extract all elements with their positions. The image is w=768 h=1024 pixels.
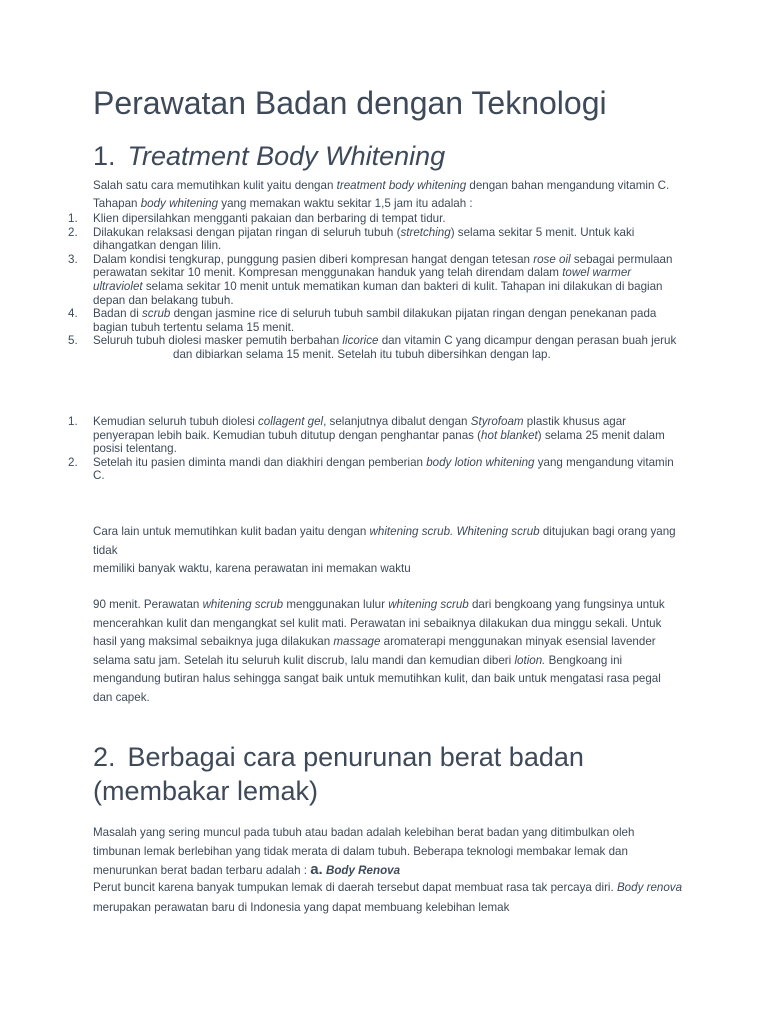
- text-run-italic: Styrofoam: [470, 415, 524, 428]
- text-run-italic: treatment body whitening: [336, 179, 467, 192]
- text-run-italic: massage: [333, 635, 381, 648]
- section-2-title: Berbagai cara penurunan berat badan (membakar lemak): [93, 742, 584, 807]
- text-run: Klien dipersilahkan mengganti pakaian dan berbaring di tempat tidur.: [93, 212, 446, 225]
- text-run-italic: scrub: [142, 307, 171, 321]
- text-run: dan vitamin C yang dicampur dengan perasan buah jeruk: [378, 334, 677, 348]
- section-1-intro: [93, 177, 683, 213]
- text-run-italic: lotion.: [514, 653, 546, 667]
- text-run: aromaterapi menggunakan minyak esensial lavender selama satu jam. Setelah itu seluruh kulit discrub, lalu mandi dan kemudian diberi: [93, 635, 656, 667]
- text-run: Perut buncit karena banyak tumpukan lemak di daerah tersebut dapat membuat rasa tak percaya diri.: [93, 881, 617, 894]
- paragraph-bengkoang: [93, 596, 683, 707]
- text-run: dengan jasmine rice di seluruh tubuh sambil dilakukan pijatan ringan dengan penekanan pada bagian tubuh tertentu selama 15 menit.: [93, 307, 657, 334]
- paragraph-whitening-scrub: [93, 523, 683, 579]
- section-1-title: Treatment Body Whitening: [127, 141, 446, 171]
- paragraph-berat-badan: [93, 824, 683, 881]
- text-run: plastik khusus agar penyerapan lebih baik. Kemudian tubuh ditutup dengan penghantar panas (: [93, 415, 627, 442]
- list-item: [0, 253, 700, 307]
- text-run: Cara lain untuk memutihkan kulit badan yaitu dengan: [93, 525, 370, 538]
- list-number: 2.: [68, 455, 78, 469]
- list-number: 1.: [68, 212, 78, 225]
- text-run: ditujukan bagi orang yang tidak: [93, 525, 676, 557]
- steps-list-1: [0, 212, 700, 362]
- text-run: Badan di: [93, 307, 142, 321]
- text-run: ) selama 25 menit dalam posisi telentang.: [93, 428, 665, 456]
- text-run: merupakan perawatan baru di Indonesia yang dapat membuang kelebihan lemak: [93, 901, 510, 914]
- text-run: yang memakan waktu sekitar 1,5 jam itu adalah :: [218, 197, 473, 210]
- text-run: Salah satu cara memutihkan kulit yaitu dengan: [93, 179, 337, 192]
- text-run-italic: body lotion whitening: [426, 455, 535, 469]
- subheading-letter: a.: [310, 861, 323, 878]
- text-run-italic: stretching: [400, 225, 451, 239]
- text-run: 90 menit. Perawatan: [93, 598, 203, 611]
- text-run-italic: rose oil: [533, 252, 571, 266]
- text-run: sebagai permulaan perawatan sekitar 10 menit. Kompresan menggunakan handuk yang telah direndam dalam: [93, 252, 673, 280]
- text-run: Dalam kondisi tengkurap, punggung pasien diberi kompresan hangat dengan tetesan: [93, 252, 534, 266]
- text-run: menggunakan lulur: [283, 598, 389, 611]
- text-run-italic: collagent gel: [258, 415, 324, 428]
- text-run-italic: body whitening: [140, 197, 219, 210]
- text-run-italic: licorice: [342, 334, 379, 348]
- list-item: [0, 456, 700, 483]
- text-run: Dilakukan relaksasi dengan pijatan ringan di seluruh tubuh (: [93, 225, 401, 239]
- text-run-italic: hot blanket: [481, 428, 538, 442]
- list-item: [0, 415, 700, 456]
- list-number: 3.: [68, 252, 78, 266]
- text-run-italic: towel warmer ultraviolet: [93, 266, 632, 293]
- list-item: [0, 212, 700, 226]
- list-number: 4.: [68, 307, 78, 321]
- page-title: Perawatan Badan dengan Teknologi: [93, 85, 607, 121]
- list-item: [0, 226, 700, 253]
- text-run-italic: whitening scrub: [388, 598, 469, 611]
- text-run: dengan bahan mengandung vitamin C. Tahapan: [93, 179, 670, 210]
- text-run: Kemudian seluruh tubuh diolesi: [93, 415, 258, 428]
- list-item: [0, 307, 700, 334]
- text-run: , selanjutnya dibalut dengan: [323, 415, 471, 428]
- text-run: Bengkoang ini mengandung butiran halus sehingga sangat baik untuk memutihkan kulit, dan baik untuk mengatasi rasa pegal dan capek.: [93, 653, 661, 704]
- text-run: yang mengandung vitamin C.: [93, 455, 674, 483]
- text-run: Masalah yang sering muncul pada tubuh atau badan adalah kelebihan berat badan yang ditimbulkan oleh timbunan lemak berlebihan yang tidak merata di dalam tubuh. Beberapa teknologi membakar lemak dan menurunkan berat badan terbaru adalah :: [93, 826, 635, 877]
- paragraph-body-renova: [93, 878, 683, 918]
- steps-list-2: [0, 415, 700, 483]
- text-run-italic: whitening scrub. Whitening scrub: [369, 525, 540, 538]
- text-run: ) selama sekitar 5 menit. Untuk kaki dihangatkan dengan lilin.: [93, 225, 635, 253]
- text-run: memiliki banyak waktu, karena perawatan ini memakan waktu: [93, 562, 411, 575]
- section-2-number: 2.: [93, 742, 116, 772]
- list-number: 2.: [68, 225, 78, 239]
- list-item: [0, 334, 700, 361]
- section-1-heading: [93, 140, 445, 172]
- text-run: Seluruh tubuh diolesi masker pemutih berbahan: [93, 334, 343, 348]
- list-number: 5.: [68, 334, 78, 348]
- text-run-italic: whitening scrub: [202, 598, 284, 611]
- subheading-title: Body Renova: [322, 864, 401, 877]
- subheading-body-renova: [310, 861, 401, 878]
- text-run: dari bengkoang yang fungsinya untuk mencerahkan kulit dan mengangkat sel kulit mati. Perawatan ini sebaiknya dilakukan dua minggu sekali. Untuk hasil yang maksimal sebaiknya juga dilakukan: [93, 598, 665, 648]
- text-run-italic: Body renova: [616, 881, 683, 894]
- section-1-number: 1.: [93, 141, 116, 171]
- section-2-heading: [93, 740, 713, 808]
- text-run: selama sekitar 10 menit untuk mematikan kuman dan bakteri di kulit. Tahapan ini dilakukan di bagian depan dan belakang tubuh.: [93, 279, 663, 307]
- text-run: Setelah itu pasien diminta mandi dan diakhiri dengan pemberian: [93, 455, 427, 469]
- list-number: 1.: [68, 415, 78, 428]
- text-run: dan dibiarkan selama 15 menit. Setelah itu tubuh dibersihkan dengan lap.: [173, 347, 551, 361]
